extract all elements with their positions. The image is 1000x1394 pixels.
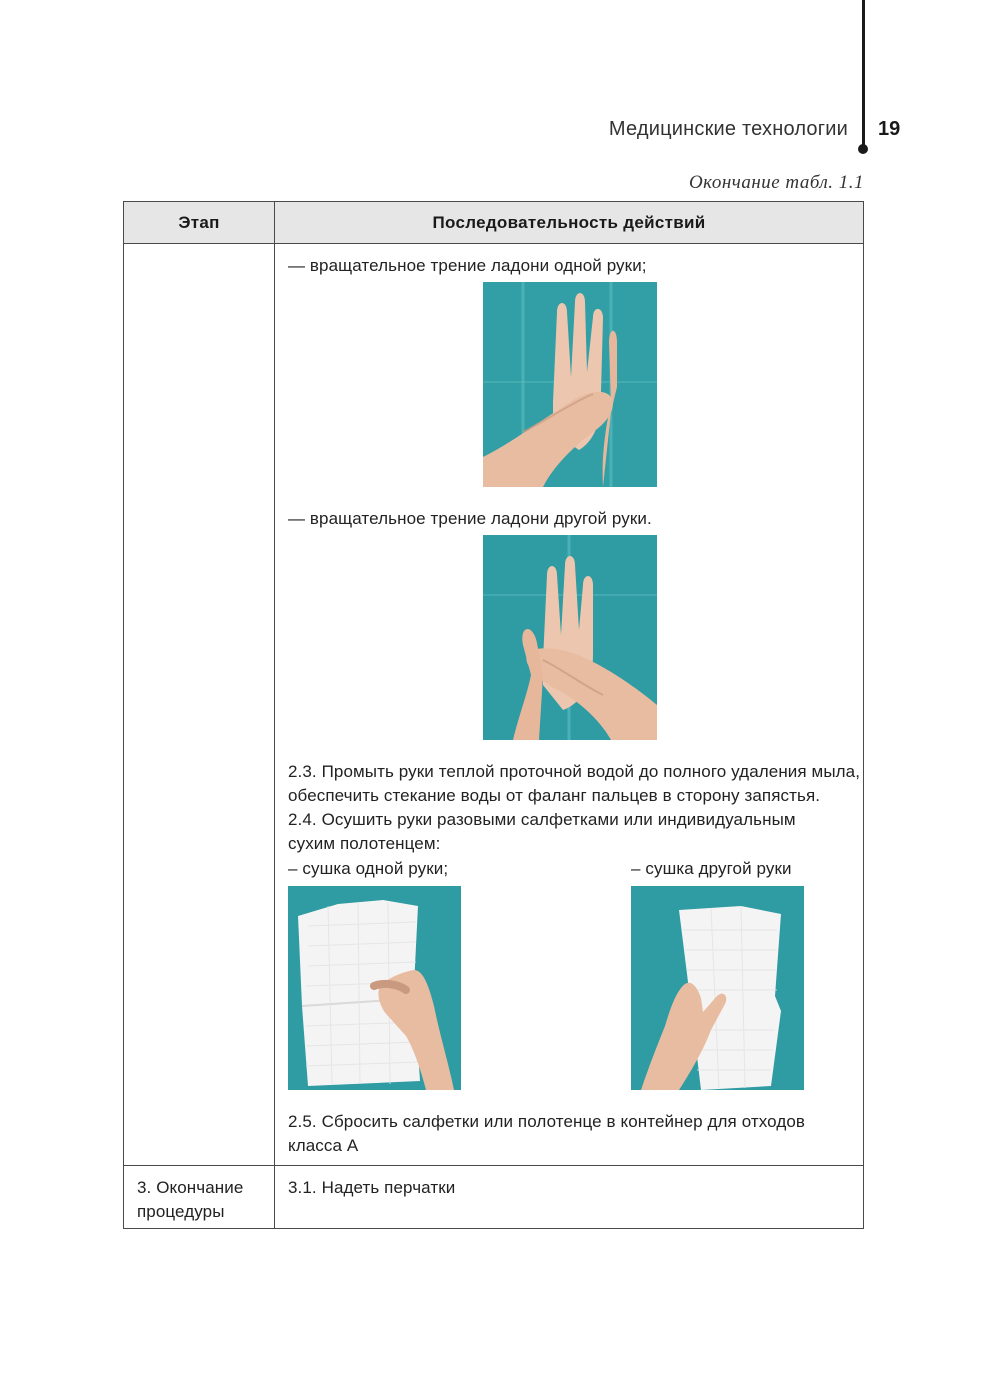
text-step-2-3-line-1: 2.3. Промыть руки теплой проточной водой до полного удаления мыла, (288, 762, 861, 781)
text-step-2-3-line-2: обеспечить стекание воды от фаланг пальцев в сторону запястья. (288, 786, 821, 805)
page-number: 19 (878, 118, 901, 140)
photo-dry-other-hand (631, 886, 804, 1090)
running-title: Медицинские технологии (608, 118, 848, 140)
text-rub-one-palm: — вращательное трение ладони одной руки; (288, 256, 647, 275)
step-3-1-action: 3.1. Надеть перчатки (288, 1178, 456, 1197)
text-step-2-4-line-2: сухим полотенцем: (288, 834, 441, 853)
text-dry-one-hand: – сушка одной руки; (288, 859, 449, 878)
procedure-table (123, 201, 864, 1229)
photo-rub-other-palm (483, 535, 657, 740)
table-caption: Окончание табл. 1.1 (688, 172, 864, 193)
text-dry-other-hand: – сушка другой руки (631, 859, 792, 878)
header-rule (862, 0, 865, 148)
row-divider (124, 1165, 863, 1166)
header-dot (858, 144, 868, 154)
column-header-actions: Последовательность действий (432, 213, 706, 232)
text-step-2-4-line-1: 2.4. Осушить руки разовыми салфетками или индивидуальным (288, 810, 796, 829)
text-step-2-5-line-1: 2.5. Сбросить салфетки или полотенце в контейнер для отходов (288, 1112, 806, 1131)
column-divider (274, 202, 275, 1228)
photo-dry-one-hand (288, 886, 461, 1090)
text-step-2-5-line-2: класса А (288, 1136, 359, 1155)
column-header-step: Этап (178, 213, 220, 232)
step-3-label-line-2: процедуры (137, 1202, 225, 1221)
step-3-label-line-1: 3. Окончание (137, 1178, 244, 1197)
text-rub-other-palm: — вращательное трение ладони другой руки. (288, 509, 652, 528)
photo-rub-one-palm (483, 282, 657, 487)
table-header-row (124, 202, 863, 244)
